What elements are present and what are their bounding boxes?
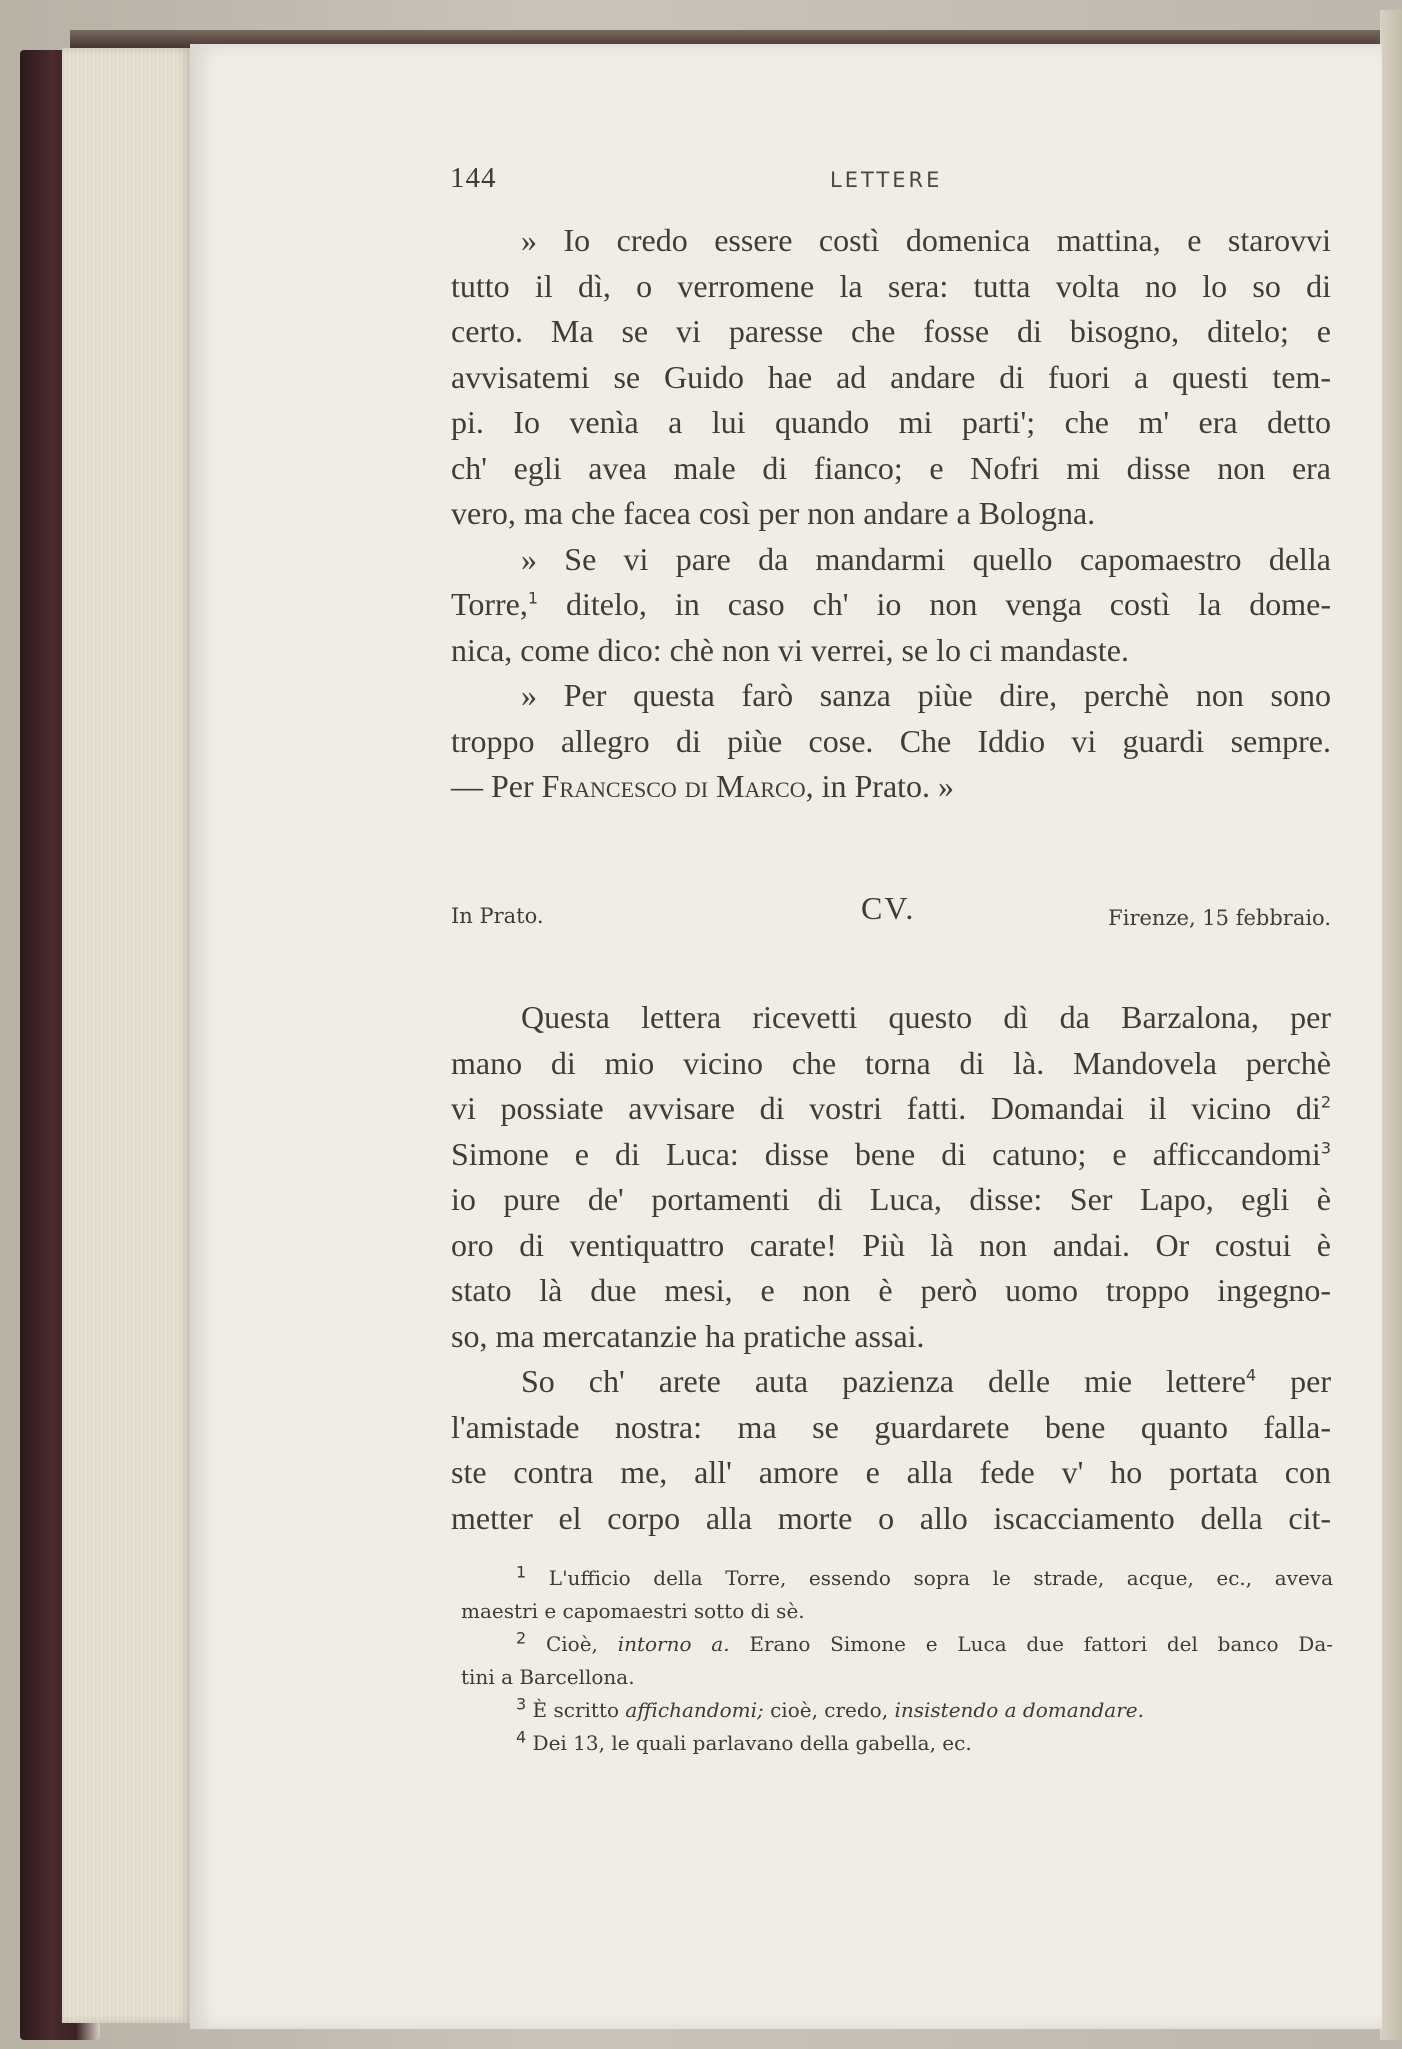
footnote-2: $^2$ Cioè, intorno a. Erano Simone e Luca due fattori del banco Da- bbox=[516, 1628, 1334, 1656]
text-line: » Per questa farò sanza piùe dire, perchè non sono bbox=[521, 677, 1331, 713]
text-line: » Io credo essere costì domenica mattina, e starovvi bbox=[521, 222, 1331, 258]
text-line: Torre,$^1$ ditelo, in caso ch' io non venga costì la dome- bbox=[451, 586, 1332, 622]
text-line: vero, ma che facea così per non andare a Bologna. bbox=[451, 495, 1096, 531]
footnote-ref: 1 bbox=[527, 588, 539, 608]
letter-heading bbox=[451, 890, 1331, 940]
footnotes bbox=[461, 1562, 1333, 1760]
text-line: nica, come dico: chè non vi verrei, se lo ci mandaste. bbox=[451, 631, 1129, 668]
text-line: oro di ventiquattro carate! Più là non andai. Or costui è bbox=[451, 1226, 1331, 1263]
text-line: l'amistade nostra: ma se guardarete bene quanto falla- bbox=[451, 1408, 1331, 1445]
text-line: stato là due mesi, e non è però uomo troppo ingegno- bbox=[451, 1272, 1331, 1308]
text-line: avvisatemi se Guido hae ad andare di fuori a questi tem- bbox=[451, 358, 1331, 395]
letter-numeral: CV. bbox=[861, 890, 916, 926]
recipient-name: Francesco di Marco bbox=[541, 768, 806, 804]
letter-date: Firenze, 15 febbraio. bbox=[1108, 906, 1331, 930]
footnote-2-cont: tini a Barcellona. bbox=[461, 1665, 635, 1689]
footnote-ref: 4 bbox=[1246, 1365, 1257, 1385]
page-number: 144 bbox=[450, 162, 497, 194]
footnote-1-cont: maestri e capomaestri sotto di sè. bbox=[461, 1599, 805, 1623]
page-header bbox=[450, 162, 1330, 198]
text-line: So ch' arete auta pazienza delle mie lettere$^4$ per bbox=[521, 1363, 1332, 1399]
footnote-1: $^1$ L'ufficio della Torre, essendo sopra le strade, acque, ec., aveva bbox=[516, 1562, 1334, 1590]
text-line: io pure de' portamenti di Luca, disse: Ser Lapo, egli è bbox=[451, 1181, 1331, 1217]
text-line: Simone e di Luca: disse bene di catuno; e afficcandomi$^3$ bbox=[451, 1135, 1331, 1172]
text-line: vi possiate avvisare di vostri fatti. Domandai il vicino $di^2$ bbox=[451, 1090, 1331, 1126]
closing-line: — Per Francesco di Marco, in Prato. » bbox=[451, 768, 955, 804]
footnote-ref: 3 bbox=[1320, 1137, 1331, 1157]
text-line: troppo allegro di piùe cose. Che Iddio vi guardi sempre. bbox=[451, 722, 1331, 759]
footnote-ref: 2 bbox=[1320, 1092, 1331, 1112]
text-line: so, ma mercatanzie ha pratiche assai. bbox=[451, 1317, 925, 1354]
letter-place: In Prato. bbox=[451, 904, 544, 928]
text-line: ste contra me, all' amore e alla fede v' ho portata con bbox=[451, 1454, 1331, 1490]
text-line: » Se vi pare da mandarmi quello capomaestro della bbox=[521, 540, 1331, 577]
text-line: certo. Ma se vi paresse che fosse di bisogno, ditelo; e bbox=[451, 313, 1331, 349]
text-line: metter el corpo alla morte o allo iscacciamento della cit- bbox=[451, 1499, 1331, 1536]
letter-body bbox=[451, 995, 1331, 1541]
facing-page-edge bbox=[1380, 10, 1402, 2040]
text-line: pi. Io venìa a lui quando mi parti'; che m' era detto bbox=[451, 404, 1331, 440]
text-line: Questa lettera ricevetti questo dì da Barzalona, per bbox=[521, 999, 1331, 1035]
running-title: LETTERE bbox=[830, 168, 943, 192]
footnote-3: $^3$ È scritto affichandomi; cioè, credo, insistendo a domandare. bbox=[516, 1694, 1144, 1722]
footnote-4: $^4$ Dei 13, le quali parlavano della gabella, ec. bbox=[516, 1727, 972, 1755]
letter-continuation bbox=[451, 218, 1331, 810]
page-stack-edges bbox=[62, 48, 192, 2023]
text-line: tutto il dì, o verromene la sera: tutta volta no lo so di bbox=[451, 267, 1331, 304]
text-line: mano di mio vicino che torna di là. Mandovela perchè bbox=[451, 1044, 1331, 1081]
text-line: ch' egli avea male di fianco; e Nofri mi disse non era bbox=[451, 449, 1331, 486]
